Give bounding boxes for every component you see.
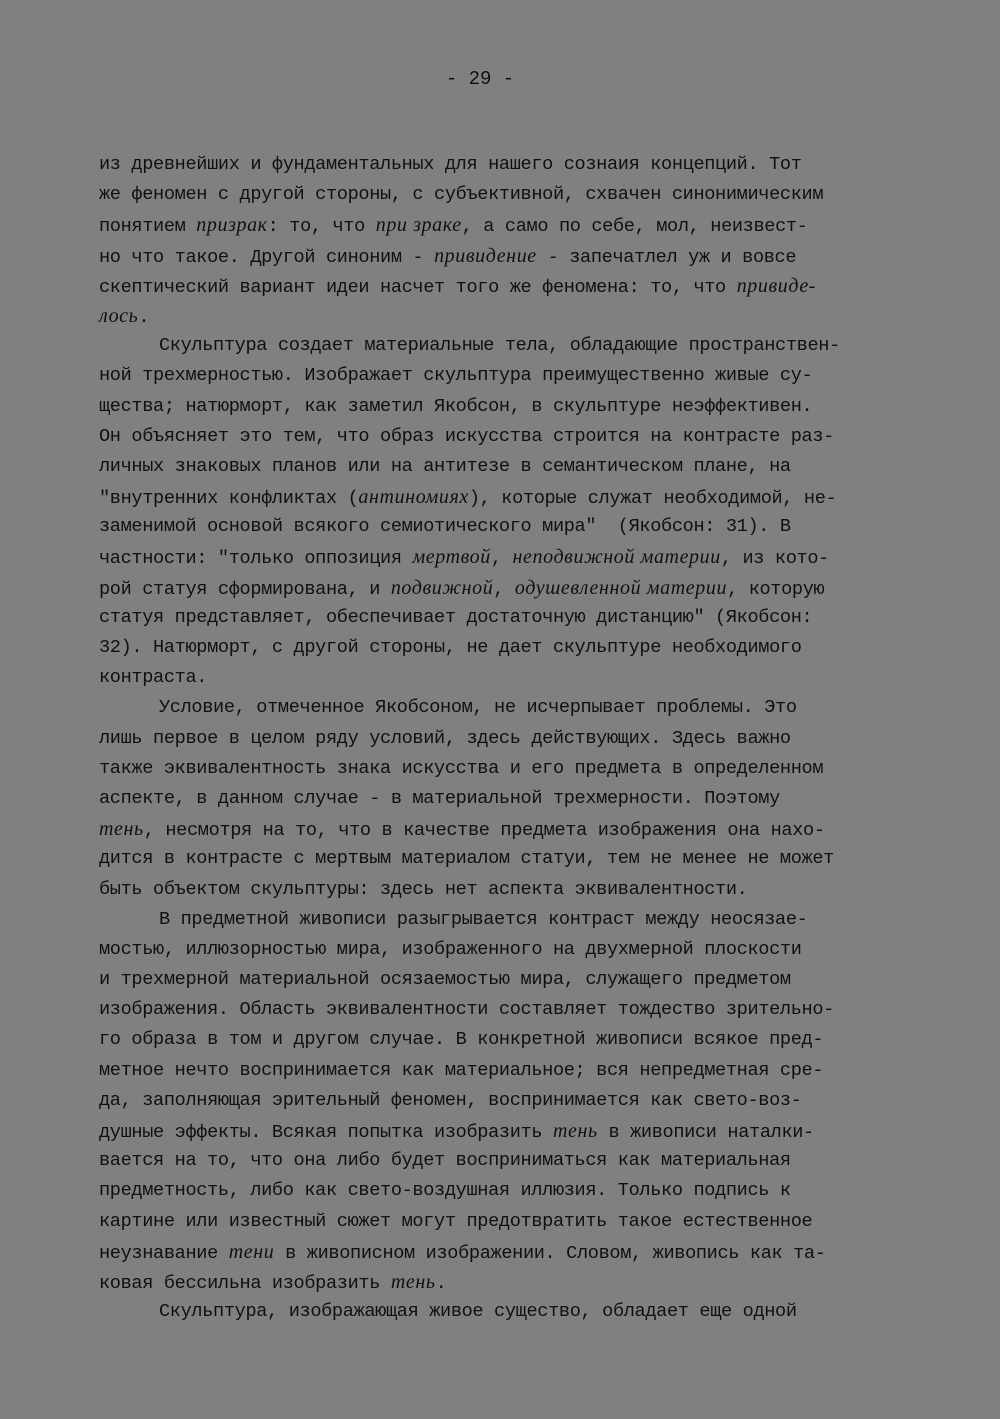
text-segment: аспекте, в данном случае - в материальной трехмерности. Поэтому bbox=[99, 787, 780, 809]
text-segment: вается на то, что она либо будет восприниматься как материальная bbox=[99, 1150, 791, 1172]
text-segment: В предметной живописи разыгрывается контраст между неосязае- bbox=[159, 908, 808, 930]
text-line bbox=[99, 301, 929, 331]
text-line bbox=[99, 844, 929, 874]
text-line bbox=[99, 512, 929, 542]
text-line bbox=[99, 392, 929, 422]
paragraph-first-line bbox=[99, 1297, 929, 1327]
text-line bbox=[99, 1237, 929, 1267]
italic-term: одушевленной материи bbox=[514, 576, 728, 599]
text-line bbox=[99, 663, 929, 693]
text-segment: да, заполняющая эрительный феномен, воспринимается как свето-воз- bbox=[99, 1089, 802, 1111]
text-segment: ), которые служат необходимой, не- bbox=[468, 488, 837, 510]
text-line bbox=[99, 1025, 929, 1055]
italic-term: тени bbox=[228, 1240, 275, 1263]
italic-term: лось bbox=[99, 304, 139, 327]
text-segment: "внутренних конфликтах ( bbox=[99, 488, 359, 510]
text-segment: скептический вариант идеи насчет того же феномена: то, что bbox=[99, 276, 737, 298]
text-segment: ковая бессильна изобразить bbox=[99, 1272, 391, 1294]
text-line bbox=[99, 1267, 929, 1297]
text-line bbox=[99, 573, 929, 603]
text-segment: в живописи наталки- bbox=[597, 1122, 814, 1143]
page-number: - 29 - bbox=[445, 68, 515, 90]
italic-term: при зраке bbox=[375, 214, 462, 237]
italic-term: тень bbox=[552, 1120, 598, 1142]
text-segment: рой статуя сформирована, и bbox=[99, 578, 391, 600]
paragraph-first-line bbox=[99, 331, 929, 361]
text-line bbox=[99, 754, 929, 784]
text-segment: . bbox=[435, 1272, 447, 1294]
text-segment: душные эффекты. Всякая попытка изобразить bbox=[99, 1122, 553, 1143]
text-line bbox=[99, 210, 929, 240]
text-segment: Условие, отмеченное Якобсоном, не исчерпывает проблемы. Это bbox=[159, 697, 797, 719]
italic-term: призрак bbox=[196, 214, 268, 237]
italic-term: привидение bbox=[434, 244, 537, 267]
text-line bbox=[99, 542, 929, 572]
text-segment: дится в контрасте с мертвым материалом статуи, тем не менее не может bbox=[99, 848, 834, 870]
text-segment: же феномен с другой стороны, с субъективной, схвачен синонимическим bbox=[99, 184, 824, 206]
text-segment: го образа в том и другом случае. В конкретной живописи всякое пред- bbox=[99, 1029, 824, 1051]
text-segment: : то, что bbox=[267, 216, 376, 238]
text-line bbox=[99, 1176, 929, 1206]
text-line bbox=[99, 965, 929, 995]
text-line bbox=[99, 1207, 929, 1237]
italic-term: привиде- bbox=[736, 274, 817, 297]
text-segment: неузнавание bbox=[99, 1242, 229, 1264]
text-segment: 32). Натюрморт, с другой стороны, не дает скульптуре необходимого bbox=[99, 637, 802, 658]
text-segment: Скульптура, изображающая живое существо, обладает еще одной bbox=[159, 1301, 797, 1323]
italic-term: тень bbox=[390, 1270, 436, 1293]
italic-term: неподвижной материи bbox=[512, 546, 721, 569]
text-line bbox=[99, 603, 929, 633]
text-segment: также эквивалентность знака искусства и его предмета в определенном bbox=[99, 757, 824, 779]
text-segment: ной трехмерностью. Изображает скульптура преимущественно живые су- bbox=[99, 365, 813, 387]
text-line bbox=[99, 1116, 929, 1146]
text-segment: - запечатлел уж и вовсе bbox=[536, 246, 797, 268]
text-line bbox=[99, 784, 929, 814]
text-segment: . bbox=[138, 306, 150, 328]
text-segment: контраста. bbox=[99, 667, 208, 689]
italic-term: антиномиях bbox=[358, 486, 469, 509]
text-segment: но что такое. Другой синоним - bbox=[99, 246, 435, 268]
text-segment: заменимой основой всякого семиотического мира" (Якобсон: 31). В bbox=[99, 516, 791, 538]
text-segment: , bbox=[490, 548, 513, 570]
text-line bbox=[99, 361, 929, 391]
text-line bbox=[99, 935, 929, 965]
paragraph-first-line bbox=[99, 905, 929, 935]
text-segment: , bbox=[493, 578, 515, 600]
text-line bbox=[99, 452, 929, 482]
text-line bbox=[99, 482, 929, 512]
document-text bbox=[99, 150, 929, 1327]
text-segment: метное нечто воспринимается как материальное; вся непредметная сре- bbox=[99, 1059, 824, 1081]
text-line bbox=[99, 995, 929, 1025]
text-segment: из древнейших и фундаментальных для нашего сознаия концепций. Тот bbox=[99, 154, 802, 175]
text-segment: лишь первое в целом ряду условий, здесь действующих. Здесь важно bbox=[99, 727, 791, 749]
text-segment: изображения. Область эквивалентности составляет тождество зрительно- bbox=[99, 999, 834, 1021]
italic-term: мертвой bbox=[412, 546, 491, 569]
text-segment: статуя представляет, обеспечивает достаточную дистанцию" (Якобсон: bbox=[99, 606, 813, 628]
text-segment: понятием bbox=[99, 216, 197, 238]
text-segment: картине или известный сюжет могут предотвратить такое естественное bbox=[99, 1210, 813, 1232]
text-segment: быть объектом скульптуры: здесь нет аспекта эквивалентности. bbox=[99, 878, 748, 900]
text-line bbox=[99, 1056, 929, 1086]
text-segment: в живописном изображении. Словом, живопись как та- bbox=[274, 1242, 826, 1264]
text-segment: , несмотря на то, что в качестве предмета изображения она нахо- bbox=[143, 820, 825, 842]
paragraph-first-line bbox=[99, 693, 929, 723]
text-line bbox=[99, 1086, 929, 1116]
text-segment: частности: "только оппозиция bbox=[99, 548, 413, 570]
text-segment: мостью, иллюзорностью мира, изображенного на двухмерной плоскости bbox=[99, 938, 802, 960]
text-line bbox=[99, 271, 929, 301]
text-line bbox=[99, 150, 929, 180]
italic-term: подвижной bbox=[390, 576, 494, 599]
text-line bbox=[99, 633, 929, 663]
text-segment: щества; натюрморт, как заметил Якобсон, в скульптуре неэффективен. bbox=[99, 395, 813, 417]
text-segment: , из кото- bbox=[720, 548, 829, 570]
text-line bbox=[99, 814, 929, 844]
text-segment: личных знаковых планов или на антитезе в семантическом плане, на bbox=[99, 455, 791, 477]
text-line bbox=[99, 1146, 929, 1176]
text-line bbox=[99, 875, 929, 905]
italic-term: тень bbox=[99, 818, 144, 841]
text-line bbox=[99, 422, 929, 452]
text-segment: Скульптура создает материальные тела, обладающие пространствен- bbox=[159, 335, 840, 357]
text-line bbox=[99, 241, 929, 271]
text-segment: , а само по себе, мол, неизвест- bbox=[461, 216, 808, 238]
text-segment: предметность, либо как свето-воздушная иллюзия. Только подпись к bbox=[99, 1180, 791, 1202]
text-line bbox=[99, 724, 929, 754]
text-segment: , которую bbox=[727, 578, 825, 600]
text-line bbox=[99, 180, 929, 210]
text-segment: и трехмерной материальной осязаемостью мира, служащего предметом bbox=[99, 969, 791, 991]
text-segment: Он объясняет это тем, что образ искусства строится на контрасте раз- bbox=[99, 425, 834, 447]
